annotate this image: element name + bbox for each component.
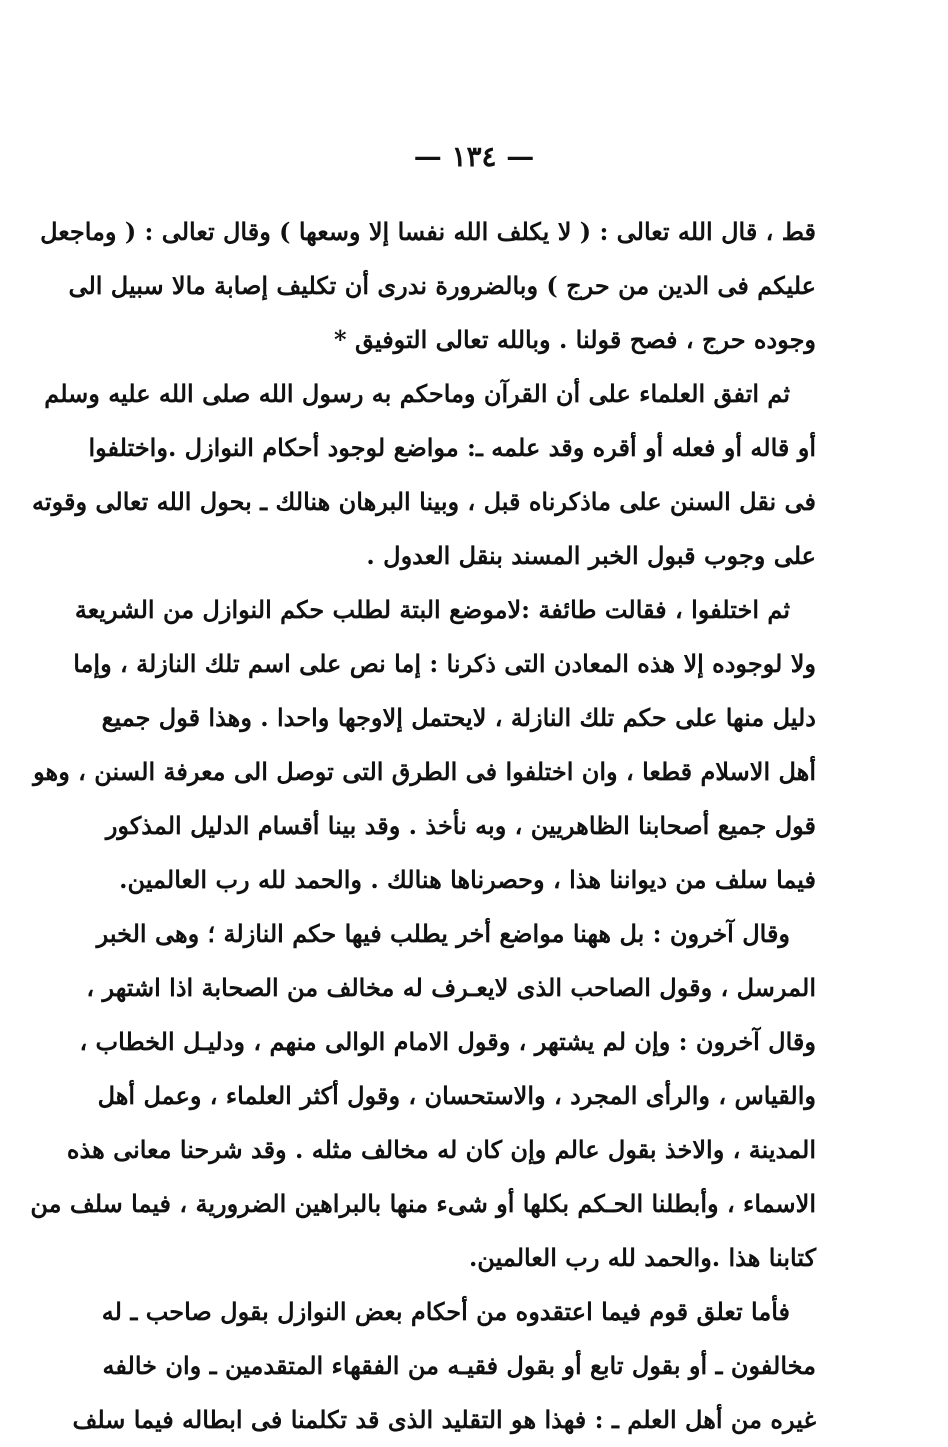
text-line: ثم اتفق العلماء على أن القرآن وماحكم به رسول الله صلى الله عليه وسلم: [44, 379, 790, 408]
text-line: مخالفون ـ أو بقول تابع أو بقول فقيـه من الفقهاء المتقدمين ـ وان خالفه: [102, 1351, 816, 1380]
text-line: أهل الاسلام قطعا ، وان اختلفوا فى الطرق التى توصل الى معرفة السنن ، وهو: [33, 757, 816, 786]
text-line: غيره من أهل العلم ـ : فهذا هو التقليد الذى قد تكلمنا فى ابطاله فيما سلف: [72, 1405, 816, 1434]
text-line: فيما سلف من ديواننا هذا ، وحصرناها هنالك . والحمد لله رب العالمين.: [119, 865, 816, 894]
text-line: قول جميع أصحابنا الظاهريين ، وبه نأخذ . وقد بينا أقسام الدليل المذكور: [105, 811, 816, 840]
text-line: المرسل ، وقول الصاحب الذى لايعـرف له مخالف من الصحابة اذا اشتهر ،: [86, 973, 816, 1002]
text-line: فى نقل السنن على ماذكرناه قبل ، وبينا البرهان هنالك ـ بحول الله تعالى وقوته: [32, 487, 816, 516]
text-line: المدينة ، والاخذ بقول عالم وإن كان له مخالف مثله . وقد شرحنا معانى هذه: [66, 1135, 816, 1164]
text-line: ثم اختلفوا ، فقالت طائفة :لاموضع البتة لطلب حكم النوازل من الشريعة: [74, 595, 790, 624]
text-line: قط ، قال الله تعالى : ( لا يكلف الله نفسا إلا وسعها ) وقال تعالى : ( وماجعل: [40, 217, 816, 246]
page-number: — ١٣٤ —: [413, 140, 535, 173]
text-line: ولا لوجوده إلا هذه المعادن التى ذكرنا : إما نص على اسم تلك النازلة ، وإما: [73, 649, 816, 678]
text-line: الاسماء ، وأبطلنا الحـكم بكلها أو شىء منها بالبراهين الضرورية ، فيما سلف من: [30, 1189, 816, 1218]
text-line: عليكم فى الدين من حرج ) وبالضرورة ندرى أن تكليف إصابة مالا سبيل الى: [68, 271, 816, 300]
text-line: وقال آخرون : وإن لم يشتهر ، وقول الامام الوالى منهم ، ودليـل الخطاب ،: [79, 1027, 816, 1056]
text-line: دليل منها على حكم تلك النازلة ، لايحتمل إلاوجها واحدا . وهذا قول جميع: [101, 703, 816, 732]
text-line: وجوده حرج ، فصح قولنا . وبالله تعالى التوفيق *: [334, 325, 816, 354]
body-text: [30, 205, 816, 1447]
text-line: على وجوب قبول الخبر المسند بنقل العدول .: [366, 541, 816, 570]
text-line: والقياس ، والرأى المجرد ، والاستحسان ، وقول أكثر العلماء ، وعمل أهل: [97, 1081, 816, 1110]
text-line: وقال آخرون : بل ههنا مواضع أخر يطلب فيها حكم النازلة ؛ وهى الخبر: [96, 919, 790, 948]
text-line: فأما تعلق قوم فيما اعتقدوه من أحكام بعض النوازل بقول صاحب ـ له: [101, 1297, 790, 1326]
text-line: أو قاله أو فعله أو أقره وقد علمه ـ: مواضع لوجود أحكام النوازل .واختلفوا: [88, 433, 816, 462]
text-line: كتابنا هذا .والحمد لله رب العالمين.: [468, 1243, 816, 1272]
